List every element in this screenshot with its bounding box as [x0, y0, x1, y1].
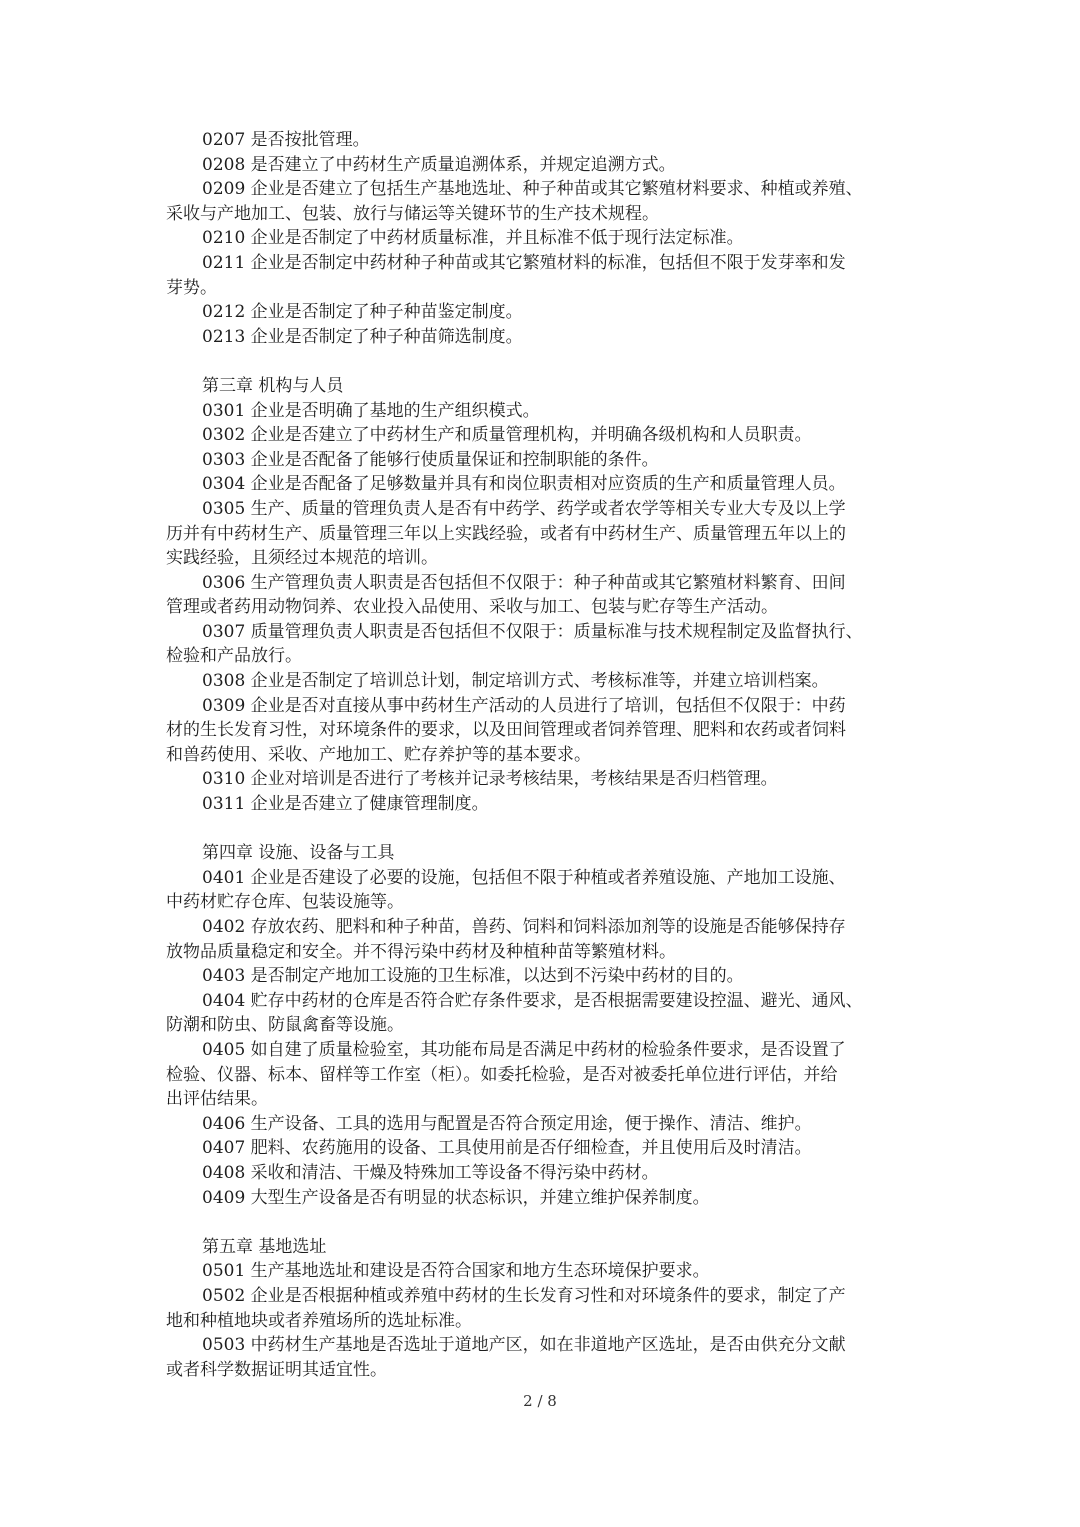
page-number: 2 / 8	[523, 1392, 557, 1410]
section-gap	[166, 1210, 918, 1235]
item-0210: 0210 企业是否制定了中药材质量标准，并且标准不低于现行法定标准。	[202, 228, 744, 249]
item-0211: 0211 企业是否制定中药材种子种苗或其它繁殖材料的标准，包括但不限于发芽率和发	[202, 252, 846, 273]
item-0502-cont: 地和种植地块或者养殖场所的选址标准。	[166, 1310, 472, 1331]
item-0404-cont: 防潮和防虫、防鼠禽畜等设施。	[166, 1015, 404, 1036]
item-0403: 0403 是否制定产地加工设施的卫生标准，以达到不污染中药材的目的。	[202, 966, 744, 987]
item-0306-cont: 管理或者药用动物饲养、农业投入品使用、采收与加工、包装与贮存等生产活动。	[166, 597, 778, 618]
item-0308: 0308 企业是否制定了培训总计划，制定培训方式、考核标准等，并建立培训档案。	[202, 671, 829, 692]
item-0409: 0409 大型生产设备是否有明显的状态标识，并建立维护保养制度。	[202, 1187, 710, 1208]
item-0307-cont: 检验和产品放行。	[166, 646, 302, 667]
item-0309-cont: 和兽药使用、采收、产地加工、贮存养护等的基本要求。	[166, 744, 591, 765]
item-0307: 0307 质量管理负责人职责是否包括但不仅限于：质量标准与技术规程制定及监督执行、	[202, 621, 863, 642]
item-0402: 0402 存放农药、肥料和种子种苗，兽药、饲料和饲料添加剂等的设施是否能够保持存	[202, 917, 846, 937]
item-0405-cont: 检验、仪器、标本、留样等工作室（柜）。如委托检验，是否对被委托单位进行评估，并给	[166, 1064, 838, 1085]
item-0402-cont: 放物品质量稳定和安全。并不得污染中药材及种植种苗等繁殖材料。	[166, 941, 676, 962]
item-0408: 0408 采收和清洁、干燥及特殊加工等设备不得污染中药材。	[202, 1162, 659, 1183]
item-0209-cont: 采收与产地加工、包装、放行与储运等关键环节的生产技术规程。	[166, 203, 659, 224]
item-0305-cont: 历并有中药材生产、质量管理三年以上实践经验，或者有中药材生产、质量管理五年以上的	[166, 523, 846, 544]
item-0211-cont: 芽势。	[166, 277, 217, 298]
item-0304: 0304 企业是否配备了足够数量并具有和岗位职责相对应资质的生产和质量管理人员。	[202, 474, 846, 495]
item-0407: 0407 肥料、农药施用的设备、工具使用前是否仔细检查，并且使用后及时清洁。	[202, 1138, 812, 1159]
item-0503-cont: 或者科学数据证明其适宜性。	[166, 1359, 387, 1380]
item-0309-cont: 材的生长发育习性，对环境条件的要求，以及田间管理或者饲养管理、肥料和农药或者饲料	[166, 720, 846, 741]
chapter-3-heading: 第三章 机构与人员	[202, 375, 344, 396]
item-0301: 0301 企业是否明确了基地的生产组织模式。	[202, 400, 540, 421]
item-0311: 0311 企业是否建立了健康管理制度。	[202, 794, 489, 815]
item-0401: 0401 企业是否建设了必要的设施，包括但不限于种植或者养殖设施、产地加工设施、	[202, 867, 846, 888]
chapter-4-heading: 第四章 设施、设备与工具	[202, 843, 395, 864]
item-0503: 0503 中药材生产基地是否选址于道地产区，如在非道地产区选址，是否由供充分文献	[202, 1335, 846, 1356]
item-0401-cont: 中药材贮存仓库、包装设施等。	[166, 892, 404, 913]
item-0302: 0302 企业是否建立了中药材生产和质量管理机构，并明确各级机构和人员职责。	[202, 425, 812, 446]
item-0309: 0309 企业是否对直接从事中药材生产活动的人员进行了培训，包括但不仅限于：中药	[202, 695, 846, 716]
item-0310: 0310 企业对培训是否进行了考核并记录考核结果，考核结果是否归档管理。	[202, 769, 778, 790]
item-0404: 0404 贮存中药材的仓库是否符合贮存条件要求，是否根据需要建设控温、避光、通风、	[202, 990, 863, 1011]
item-0212: 0212 企业是否制定了种子种苗鉴定制度。	[202, 302, 523, 323]
item-0405-cont: 出评估结果。	[166, 1089, 268, 1110]
item-0406: 0406 生产设备、工具的选用与配置是否符合预定用途，便于操作、清洁、维护。	[202, 1113, 812, 1134]
section-gap	[166, 349, 918, 374]
item-0405: 0405 如自建了质量检验室，其功能布局是否满足中药材的检验条件要求，是否设置了	[202, 1039, 846, 1060]
item-0305-cont: 实践经验，且须经过本规范的培训。	[166, 548, 438, 569]
document-body	[166, 128, 918, 1382]
item-0501: 0501 生产基地选址和建设是否符合国家和地方生态环境保护要求。	[202, 1261, 710, 1282]
item-0303: 0303 企业是否配备了能够行使质量保证和控制职能的条件。	[202, 449, 659, 470]
item-0502: 0502 企业是否根据种植或养殖中药材的生长发育习性和对环境条件的要求，制定了产	[202, 1285, 846, 1306]
chapter-5-heading: 第五章 基地选址	[202, 1236, 327, 1257]
item-0209: 0209 企业是否建立了包括生产基地选址、种子种苗或其它繁殖材料要求、种植或养殖、	[202, 179, 863, 200]
item-0207: 0207 是否按批管理。	[202, 130, 370, 150]
item-0213: 0213 企业是否制定了种子种苗筛选制度。	[202, 326, 523, 347]
section-gap	[166, 817, 918, 842]
item-0208: 0208 是否建立了中药材生产质量追溯体系，并规定追溯方式。	[202, 154, 676, 175]
item-0306: 0306 生产管理负责人职责是否包括但不仅限于：种子种苗或其它繁殖材料繁育、田间	[202, 572, 846, 593]
item-0305: 0305 生产、质量的管理负责人是否有中药学、药学或者农学等相关专业大专及以上学	[202, 498, 846, 519]
